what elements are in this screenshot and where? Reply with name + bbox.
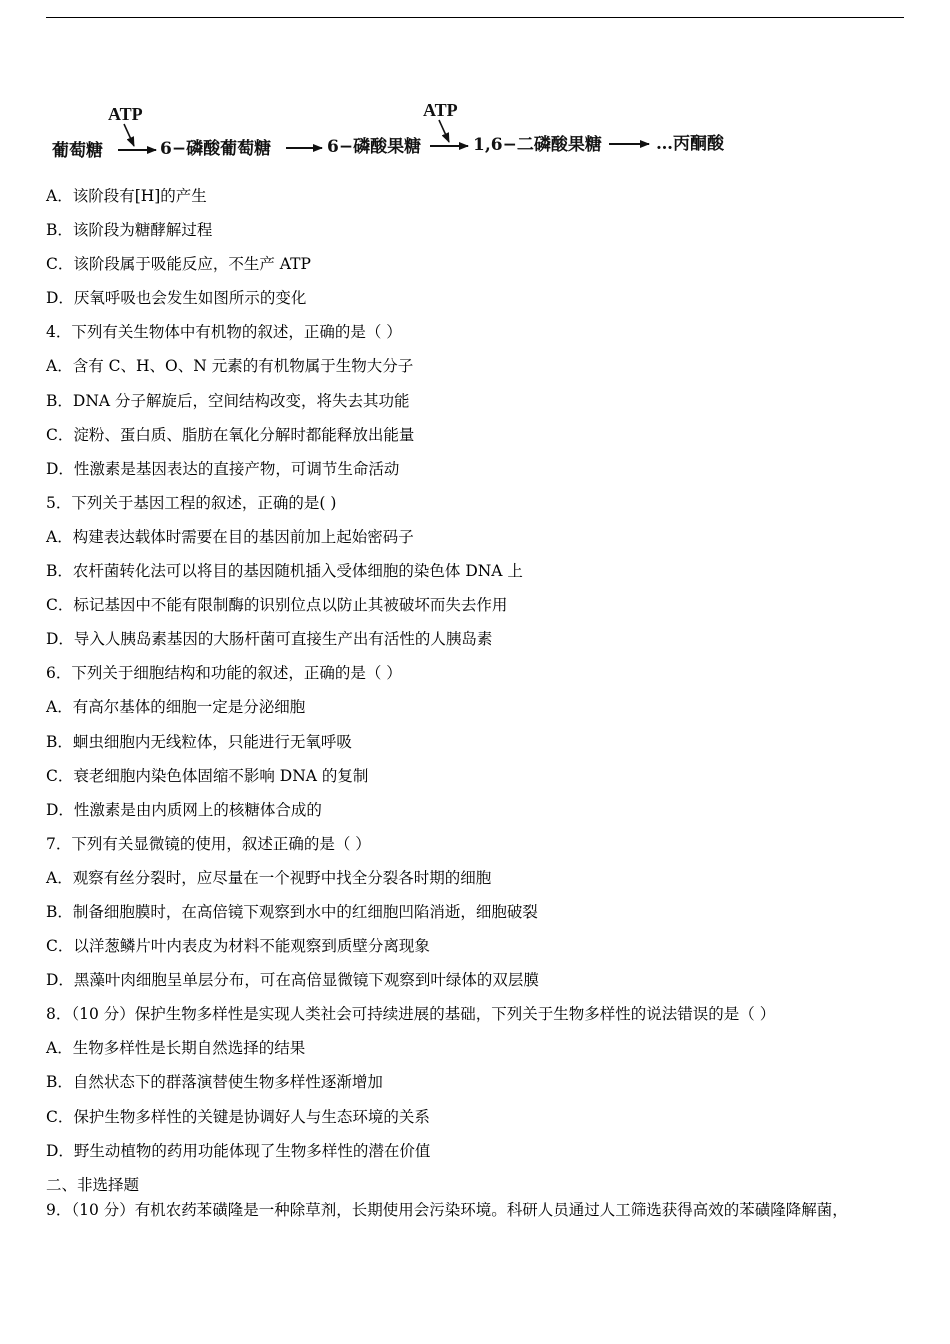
- node-g6p: 6−磷酸葡萄糖: [160, 139, 272, 159]
- option-6b: B．蛔虫细胞内无线粒体，只能进行无氧呼吸: [46, 732, 352, 751]
- question-5: 5．下列关于基因工程的叙述，正确的是( ): [46, 493, 337, 512]
- question-7: 7．下列有关显微镜的使用，叙述正确的是（ ）: [46, 834, 371, 853]
- question-4: 4．下列有关生物体中有机物的叙述，正确的是（ ）: [46, 323, 402, 342]
- option-6d: D．性激素是由内质网上的核糖体合成的: [46, 800, 322, 819]
- node-f6p: 6−磷酸果糖: [327, 137, 422, 157]
- atp-arrow-2: [439, 120, 449, 142]
- glycolysis-diagram-svg: [46, 96, 766, 166]
- option-7a: A．观察有丝分裂时，应尽量在一个视野中找全分裂各时期的细胞: [46, 868, 492, 887]
- option-8c: C．保护生物多样性的关键是协调好人与生态环境的关系: [46, 1107, 430, 1126]
- option-6a: A．有高尔基体的细胞一定是分泌细胞: [46, 698, 306, 717]
- option-8a: A．生物多样性是长期自然选择的结果: [46, 1039, 306, 1058]
- option-3d: D．厌氧呼吸也会发生如图所示的变化: [46, 289, 307, 308]
- option-5a: A．构建表达载体时需要在目的基因前加上起始密码子: [46, 527, 414, 546]
- option-7c: C．以洋葱鳞片叶内表皮为材料不能观察到质壁分离现象: [46, 937, 430, 956]
- option-8d: D．野生动植物的药用功能体现了生物多样性的潜在价值: [46, 1141, 431, 1160]
- node-pyruvate: …丙酮酸: [656, 134, 724, 154]
- node-f16bp: 1,6−二磷酸果糖: [473, 135, 602, 155]
- option-4c: C．淀粉、蛋白质、脂肪在氧化分解时都能释放出能量: [46, 425, 415, 444]
- option-3c: C．该阶段属于吸能反应，不生产 ATP: [46, 255, 311, 274]
- option-3a: A．该阶段有[H]的产生: [46, 187, 207, 205]
- question-9: 9．（10 分）有机农药苯磺隆是一种除草剂，长期使用会污染环境。科研人员通过人工筛选获得高效的苯磺隆降解菌，: [46, 1200, 848, 1219]
- option-3b: B．该阶段为糖酵解过程: [46, 221, 213, 240]
- option-5b: B．农杆菌转化法可以将目的基因随机插入受体细胞的染色体 DNA 上: [46, 562, 523, 581]
- atp-label-2: ATP: [423, 100, 458, 120]
- glycolysis-diagram: [46, 96, 766, 166]
- option-6c: C．衰老细胞内染色体固缩不影响 DNA 的复制: [46, 766, 369, 785]
- option-5c: C．标记基因中不能有限制酶的识别位点以防止其被破坏而失去作用: [46, 596, 508, 615]
- atp-label-1: ATP: [108, 104, 143, 124]
- option-7b: B．制备细胞膜时，在高倍镜下观察到水中的红细胞凹陷消逝，细胞破裂: [46, 902, 538, 921]
- atp-arrow-1: [124, 124, 134, 146]
- option-5d: D．导入人胰岛素基因的大肠杆菌可直接生产出有活性的人胰岛素: [46, 630, 493, 649]
- question-8: 8．（10 分）保护生物多样性是实现人类社会可持续进展的基础，下列关于生物多样性的说法错误的是（ ）: [46, 1005, 776, 1024]
- option-4b: B．DNA 分子解旋后，空间结构改变，将失去其功能: [46, 391, 410, 410]
- section-heading: 二、非选择题: [46, 1175, 140, 1194]
- question-text: [46, 182, 916, 1226]
- option-8b: B．自然状态下的群落演替使生物多样性逐渐增加: [46, 1073, 383, 1092]
- option-4a: A．含有 C、H、O、N 元素的有机物属于生物大分子: [46, 357, 414, 376]
- question-6: 6．下列关于细胞结构和功能的叙述，正确的是（ ）: [46, 664, 402, 683]
- option-7d: D．黑藻叶肉细胞呈单层分布，可在高倍显微镜下观察到叶绿体的双层膜: [46, 971, 539, 990]
- header-rule: [46, 17, 904, 18]
- option-4d: D．性激素是基因表达的直接产物，可调节生命活动: [46, 459, 400, 478]
- node-glucose: 葡萄糖: [52, 141, 103, 161]
